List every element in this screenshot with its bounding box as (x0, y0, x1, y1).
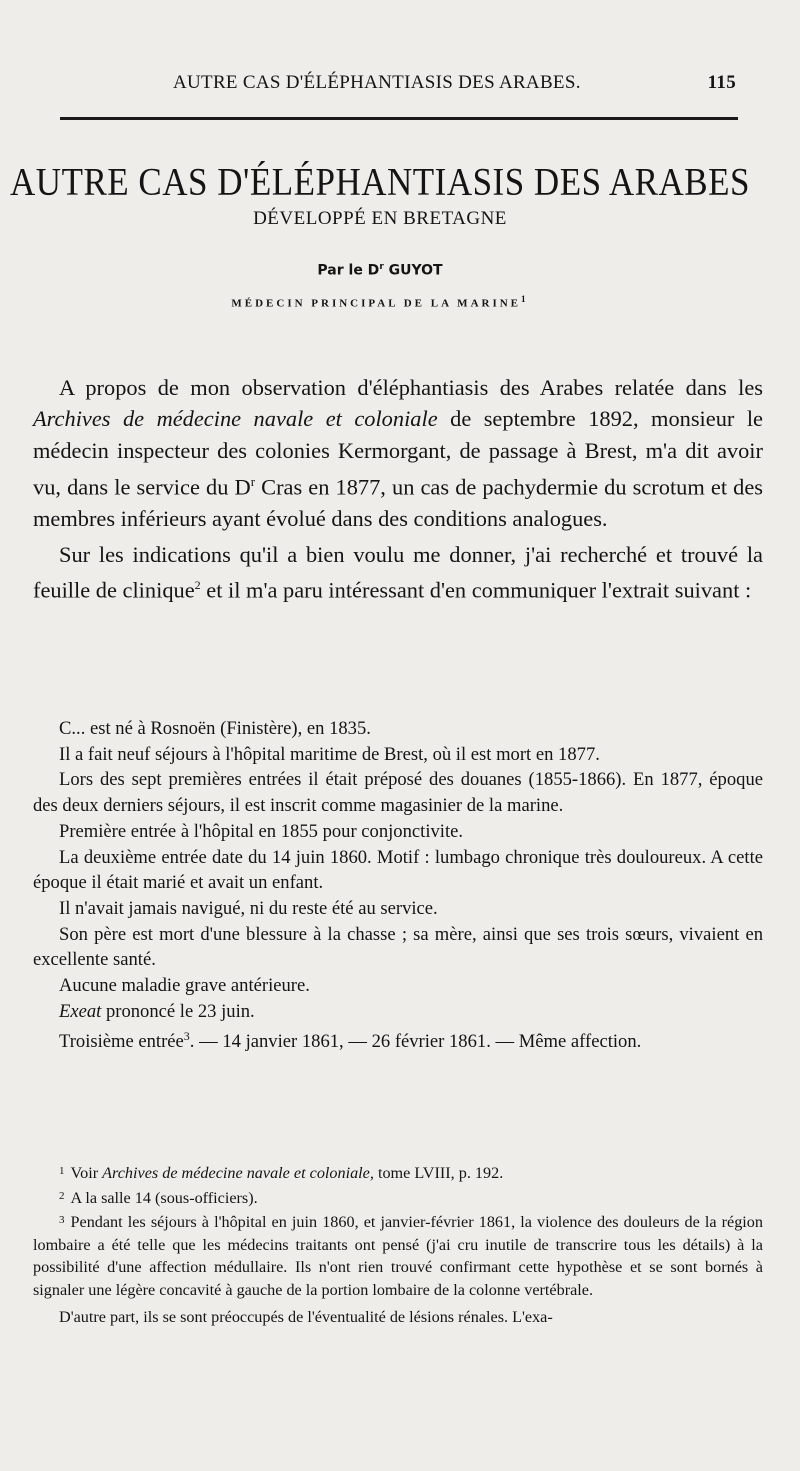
journal-title-italic: Archives de médecine navale et coloniale (33, 406, 438, 432)
footnote-ref-1: 1 (521, 294, 529, 304)
footnote-ref-3: 3 (183, 1029, 190, 1044)
intro-paragraph-2 (33, 539, 763, 606)
exeat-rest: prononcé le 23 juin. (101, 1000, 255, 1022)
clinical-excerpt (33, 716, 763, 1055)
third-entry-line (33, 1024, 763, 1055)
article-subtitle: DÉVELOPPÉ EN BRETAGNE (253, 208, 507, 229)
author-sup: r (379, 262, 384, 272)
intro-text (33, 372, 763, 606)
exeat-italic: Exeat (59, 1000, 102, 1022)
article-title: AUTRE CAS D'ÉLÉPHANTIASIS DES ARABES (10, 160, 750, 204)
intro-p1-part-a: A propos de mon observation d'éléphantiasis des Arabes relatée dans les (59, 375, 763, 400)
footnote-ref-2: 2 (194, 577, 201, 592)
intro-p2-part-a: Sur les indications qu'il a bien voulu me donner, j'ai recherché et trouvé la feuille de clinique (33, 541, 763, 603)
footnote-1-italic: Archives de médecine navale et coloniale, (102, 1164, 374, 1182)
header-rule (60, 117, 738, 120)
excerpt-line: Son père est mort d'une blessure à la chasse ; sa mère, ainsi que ses trois sœurs, vivaient en excellente santé. (33, 923, 763, 971)
excerpt-line: Aucune maladie grave antérieure. (59, 975, 310, 997)
footnote-1-b: tome LVIII, p. 192. (373, 1164, 504, 1182)
author-affiliation (0, 294, 760, 310)
excerpt-line: Il a fait neuf séjours à l'hôpital maritime de Brest, où il est mort en 1877. (59, 743, 600, 765)
intro-p1-part-b: de septembre 1892, monsieur le médecin inspecteur des colonies Kermorgant, de passage à Brest, m'a dit avoir vu, dans le service du D (33, 406, 763, 500)
excerpt-line: C... est né à Rosnoën (Finistère), en 1835. (59, 718, 371, 739)
page-number: 115 (707, 72, 736, 93)
excerpt-line: La deuxième entrée date du 14 juin 1860. Motif : lumbago chronique très douloureux. A cette époque il était marié et avait un enfant. (33, 846, 763, 894)
author-prefix: Par le D (317, 262, 380, 279)
excerpt-line: Il n'avait jamais navigué, ni du reste été au service. (59, 897, 438, 919)
footnote-2-text: A la salle 14 (sous-officiers). (70, 1188, 258, 1207)
footnote-1-a: Voir (70, 1164, 103, 1182)
excerpt-line: Lors des sept premières entrées il était préposé des douanes (1855-1866). En 1877, époque des deux derniers séjours, il est inscrit comme magasinier de la marine. (33, 769, 763, 817)
intro-paragraph-1 (33, 372, 763, 535)
excerpt-line: Première entrée à l'hôpital en 1855 pour conjonctivite. (59, 820, 464, 842)
footnote-1 (33, 1160, 763, 1185)
author-line (0, 262, 760, 279)
intro-p2-part-b: et il m'a paru intéressant d'en communiquer l'extrait suivant : (200, 577, 752, 603)
footnote-2-mark: 2 (59, 1189, 65, 1202)
third-entry-b: . — 14 janvier 1861, — 26 février 1861. — Même affection. (189, 1031, 642, 1053)
author-name: GUYOT (383, 262, 443, 279)
third-entry-a: Troisième entrée (59, 1031, 184, 1053)
footnotes (33, 1160, 763, 1328)
footnote-2 (33, 1185, 763, 1210)
footnote-3-text: Pendant les séjours à l'hôpital en juin 1860, et janvier-février 1861, la violence des douleurs de la région lombaire a été telle que les médecins traitants ont pensé (j'ai cru inutile de transcrire tous les détails) à la possibilité d'une affection médullaire. Ils n'ont rien trouvé confirmant cette hypothèse et se sont bornés à signaler une légère concavité à gauche de la portion lombaire de la colonne vertébrale. (33, 1213, 763, 1299)
exeat-line (33, 999, 763, 1025)
footnote-1-mark: 1 (59, 1165, 65, 1177)
intro-p1-sup: r (250, 474, 256, 490)
affiliation-text: MÉDECIN PRINCIPAL DE LA MARINE (231, 297, 522, 310)
footnote-3-mark: 3 (59, 1214, 65, 1227)
running-head-title: AUTRE CAS D'ÉLÉPHANTIASIS DES ARABES. (173, 72, 581, 93)
intro-p1-part-c: Cras en 1877, un cas de pachydermie du scrotum et des membres inférieurs ayant évolué dans des conditions analogues. (33, 474, 764, 532)
body-continuation: D'autre part, ils se sont préoccupés de l'éventualité de lésions rénales. L'exa- (59, 1307, 553, 1326)
footnote-3 (33, 1209, 763, 1301)
